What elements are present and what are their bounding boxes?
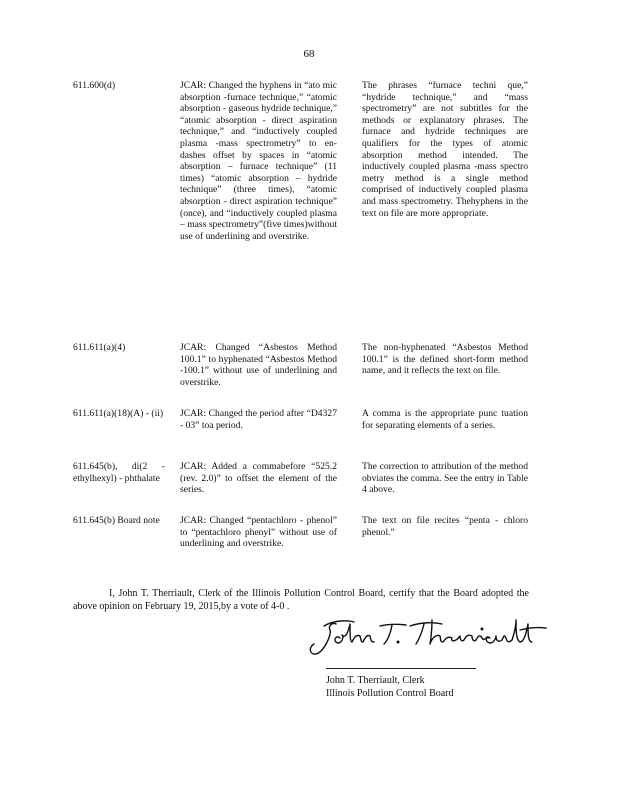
section-cell: 611.600(d) <box>73 80 116 91</box>
change-cell: JCAR: Added a commabefore “525.2 (rev. 2.0)” to offset the element of the series. <box>180 461 337 496</box>
change-cell: JCAR: Changed “Asbestos Method 100.1” to hyphenated “Asbestos Method -100.1” without use of underlining and overstrike. <box>180 342 337 388</box>
section-cell: 611.611(a)(4) <box>73 342 126 353</box>
response-cell: A comma is the appropriate punc tuation for separating elements of a series. <box>362 408 528 431</box>
clerk-board: Illinois Pollution Control Board <box>326 688 454 699</box>
section-cell: 611.611(a)(18)(A) - (ii) <box>73 408 164 419</box>
clerk-block <box>326 674 454 700</box>
clerk-name-title: John T. Therriault, Clerk <box>326 675 425 686</box>
response-cell: The text on file recites “penta - chloro phenol.” <box>362 515 528 538</box>
section-cell: 611.645(b) Board note <box>73 515 160 526</box>
change-cell: JCAR: Changed “pentachloro - phenol” to “pentachloro phenyl” without use of underlining and overstrike. <box>180 515 337 550</box>
section-cell: 611.645(b), di(2 - ethylhexyl) - phthalate <box>73 461 165 484</box>
change-cell: JCAR: Changed the hyphens in “ato mic absorption -furnace technique,” “atomic absorption - gaseous hydride technique,” “atomic absorption - direct aspiration technique,” and “inductively coupled plasma -mass spectrometry” to en-dashes offset by spaces in “atomic absorption – furnace technique” (11 times) “atomic absorption – hydride technique” (three times), “atomic absorption - direct aspiration technique” (once), and “inductively coupled plasma – mass spectrometry”(five times)without use of underlining and overstrike. <box>180 80 337 242</box>
certification-paragraph: I, John T. Therriault, Clerk of the Illinois Pollution Control Board, certify that the Board adopted the above opinion on February 19, 2015,by a vote of 4-0 . <box>73 588 529 612</box>
page-number: 68 <box>303 48 315 60</box>
signature-line <box>326 668 476 669</box>
response-cell: The non-hyphenated “Asbestos Method 100.1” is the defined short-form method name, and it reflects the text on file. <box>362 342 528 377</box>
change-cell: JCAR: Changed the period after “D4327 - 03” toa period. <box>180 408 337 431</box>
response-cell: The phrases “furnace techni que,” “hydride technique,” and “mass spectrometry” are not subtitles for the methods or explanatory phrases. The furnace and hydride techniques are qualifiers for the types of atomic absorption method intended. The inductively coupled plasma -mass spectro metry method is a single method comprised of inductively coupled plasma and mass spectrometry. Thehyphens in the text on file are more appropriate. <box>362 80 528 219</box>
handwritten-signature <box>306 612 551 667</box>
response-cell: The correction to attribution of the method obviates the comma. See the entry in Table 4 above. <box>362 461 528 496</box>
